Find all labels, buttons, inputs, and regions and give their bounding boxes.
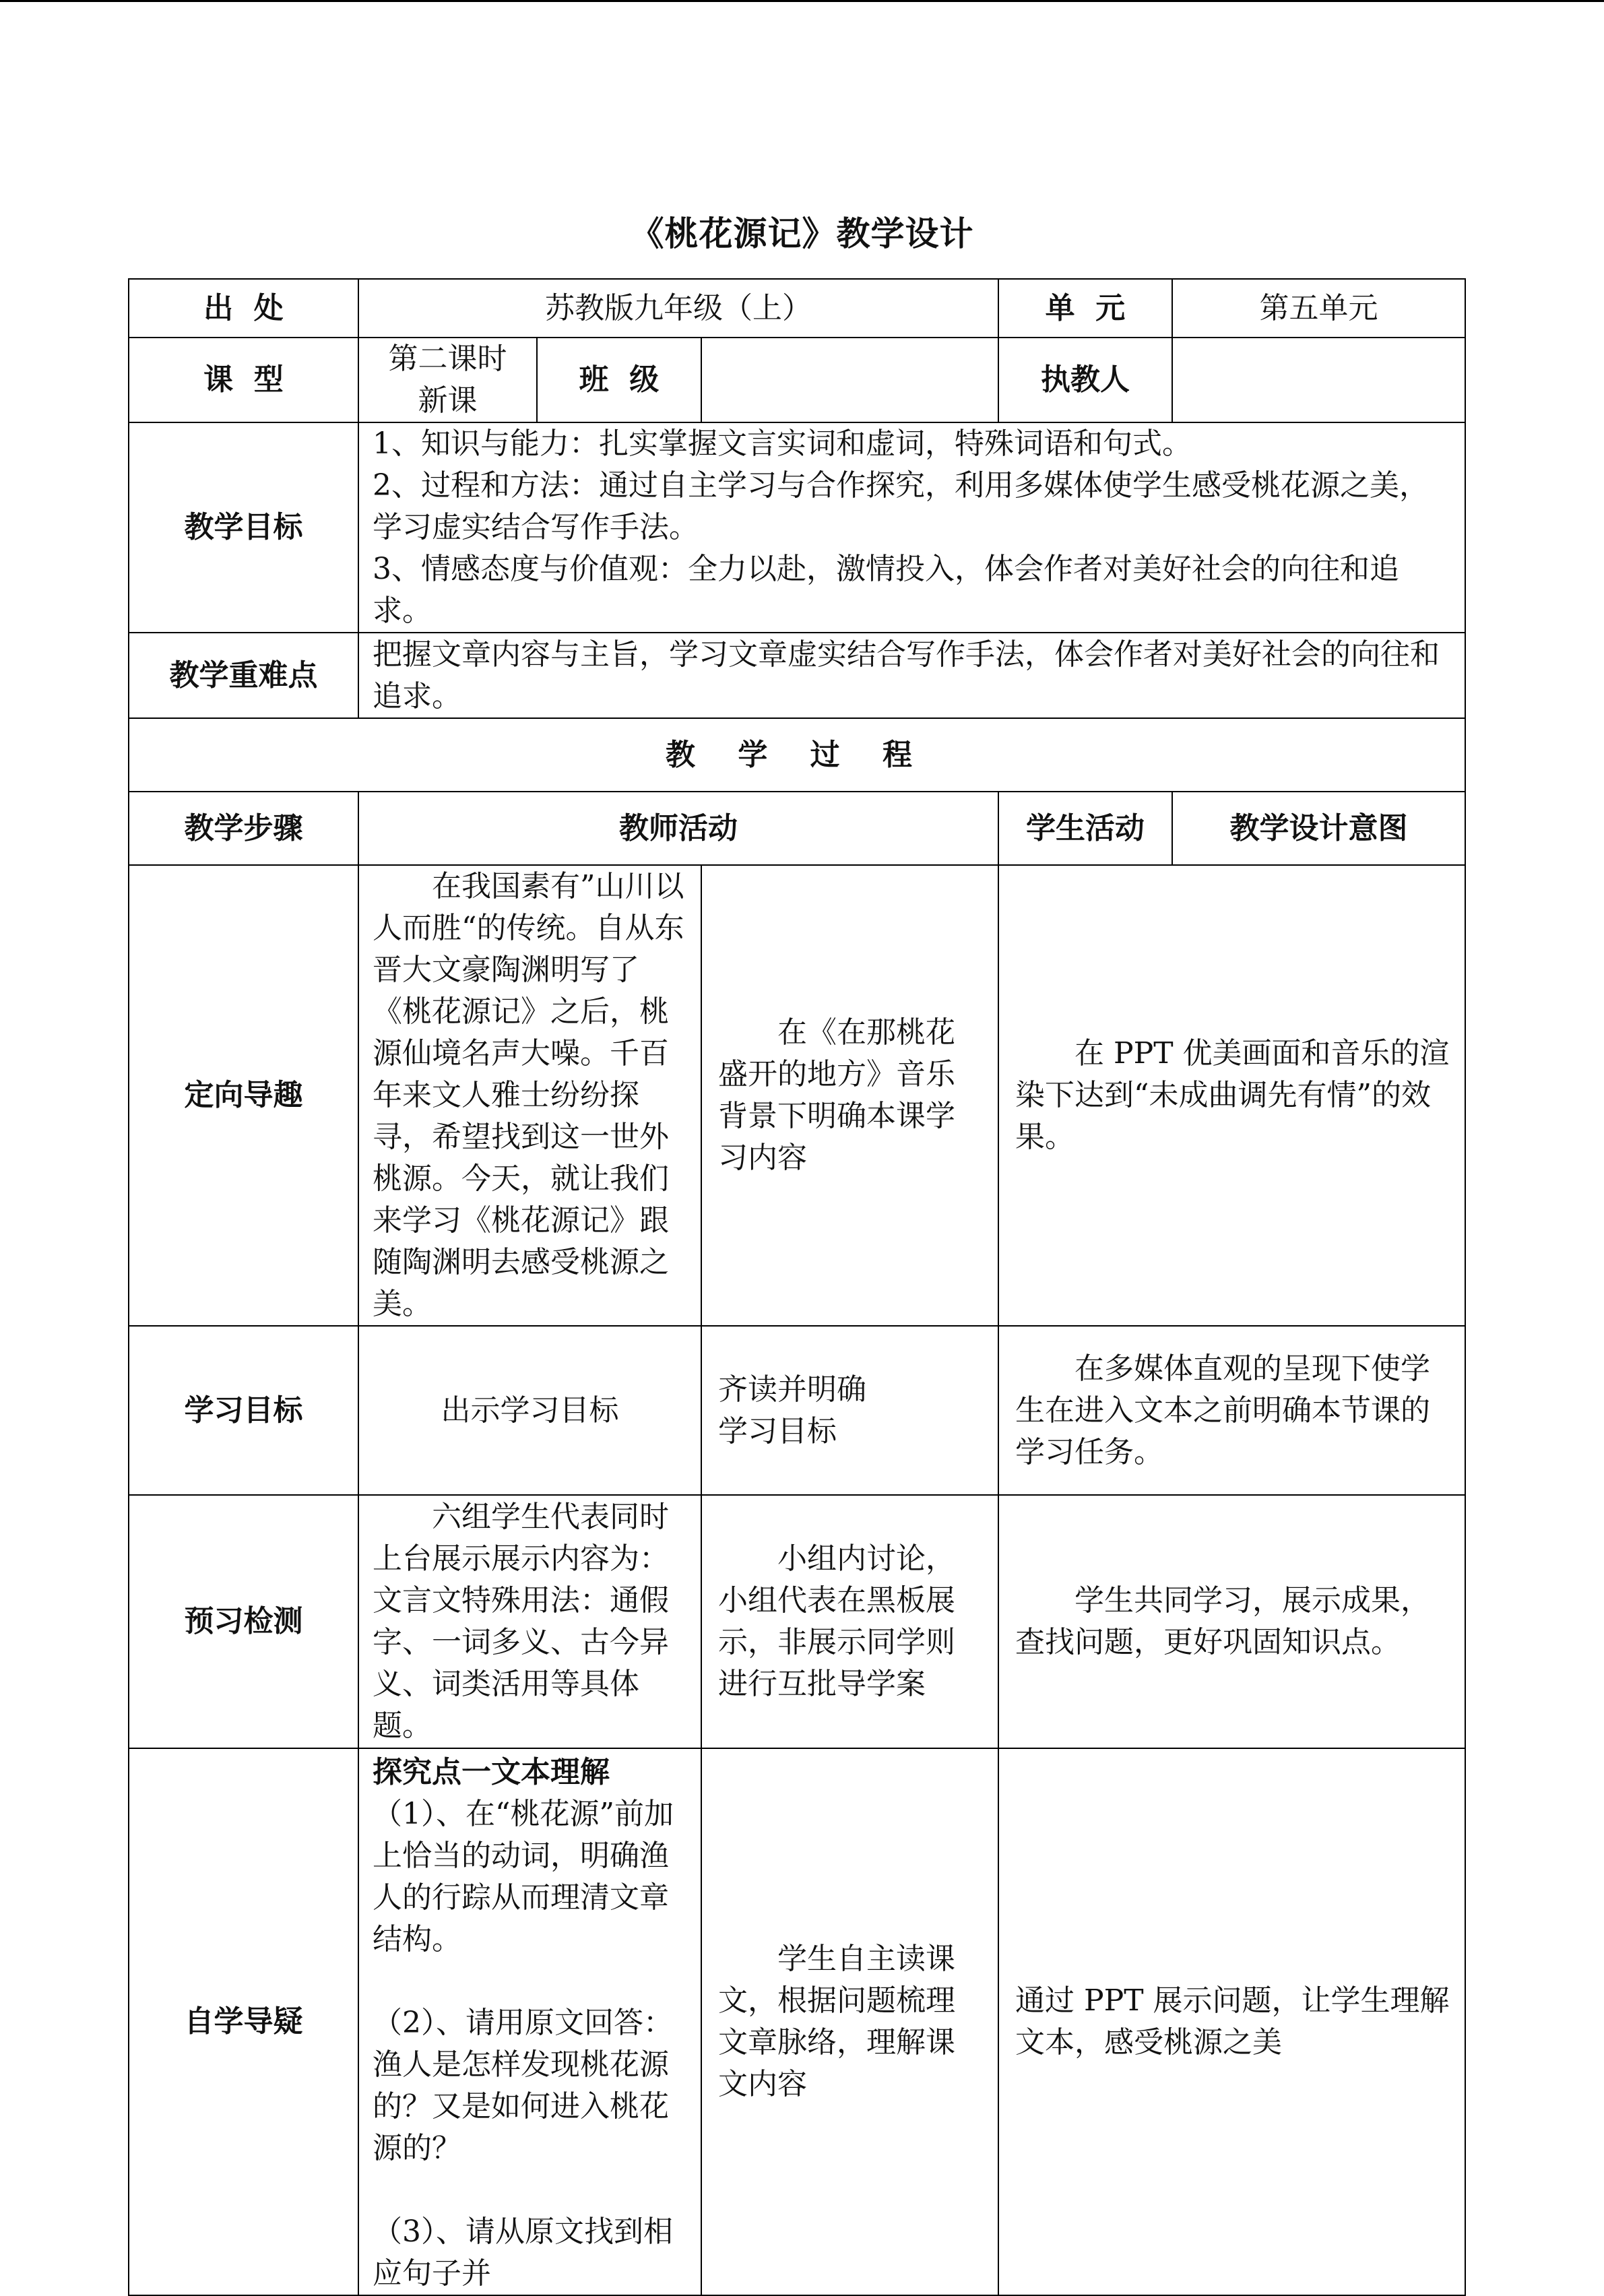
goal-process: 2、过程和方法：通过自主学习与合作探究，利用多媒体使学生感受桃花源之美，学习虚实结合写作手法。 — [373, 468, 1429, 544]
lesson-plan-table — [128, 278, 1466, 2296]
teacher-question-2: （2）、请用原文回答：渔人是怎样发现桃花源的？又是如何进入桃花源的？ — [373, 2006, 673, 2165]
design-intent-cell: 通过 PPT 展示问题，让学生理解文本，感受桃源之美 — [998, 1748, 1465, 2295]
goals-row — [129, 422, 1465, 633]
process-title: 教 学 过 程 — [129, 718, 1465, 792]
process-title-row — [129, 718, 1465, 792]
document-title: 《桃花源记》教学设计 — [630, 214, 974, 253]
teacher-question-1: （1）、在“桃花源”前加上恰当的动词，明确渔人的行踪从而理清文章结构。 — [373, 1797, 674, 1956]
teacher-value — [1172, 338, 1465, 422]
key-points-text: 把握文章内容与主旨，学习文章虚实结合写作手法，体会作者对美好社会的向往和追求。 — [358, 633, 1465, 718]
student-activity-cell: 在《在那桃花盛开的地方》音乐背景下明确本课学习内容 — [701, 865, 998, 1326]
table-row — [129, 1748, 1465, 2295]
teacher-activity-cell — [358, 1748, 701, 2295]
step-cell: 预习检测 — [129, 1495, 358, 1748]
col-header-intent: 教学设计意图 — [1172, 792, 1465, 865]
unit-label: 单 元 — [998, 279, 1172, 338]
goal-emotion: 3、情感态度与价值观：全力以赴，激情投入，体会作者对美好社会的向往和追求。 — [373, 552, 1399, 628]
design-intent-cell: 在多媒体直观的呈现下使学生在进入文本之前明确本节课的学习任务。 — [998, 1326, 1465, 1495]
goals-label: 教学目标 — [129, 422, 358, 633]
step-cell: 自学导疑 — [129, 1748, 358, 2295]
step-cell: 学习目标 — [129, 1326, 358, 1495]
header-row-type — [129, 338, 1465, 422]
table-row — [129, 1495, 1465, 1748]
student-activity-cell: 齐读并明确 学习目标 — [701, 1326, 998, 1495]
column-header-row — [129, 792, 1465, 865]
source-value: 苏教版九年级（上） — [358, 279, 998, 338]
type-value-line1: 第二课时 — [388, 342, 507, 376]
table-row — [129, 1326, 1465, 1495]
teacher-question-3: （3）、请从原文找到相应句子并 — [373, 2214, 673, 2291]
type-label: 课 型 — [129, 338, 358, 422]
teacher-activity-cell: 六组学生代表同时上台展示展示内容为：文言文特殊用法：通假字、一词多义、古今异义、词类活用等具体题。 — [358, 1495, 701, 1748]
page-top-border — [0, 0, 1604, 2]
key-points-label: 教学重难点 — [129, 633, 358, 718]
teacher-activity-cell: 在我国素有”山川以人而胜“的传统。自从东晋大文豪陶渊明写了《桃花源记》之后，桃源仙境名声大噪。千百年来文人雅士纷纷探寻，希望找到这一世外桃源。今天，就让我们来学习《桃花源记》跟随陶渊明去感受桃源之美。 — [358, 865, 701, 1326]
col-header-step: 教学步骤 — [129, 792, 358, 865]
student-activity-cell: 小组内讨论，小组代表在黑板展示，非展示同学则进行互批导学案 — [701, 1495, 998, 1748]
teacher-activity-cell: 出示学习目标 — [358, 1326, 701, 1495]
type-value — [358, 338, 537, 422]
table-row — [129, 865, 1465, 1326]
col-header-teacher: 教师活动 — [358, 792, 998, 865]
goal-knowledge: 1、知识与能力：扎实掌握文言实词和虚词，特殊词语和句式。 — [373, 426, 1192, 461]
teacher-label: 执教人 — [998, 338, 1172, 422]
design-intent-cell: 在 PPT 优美画面和音乐的渲染下达到“未成曲调先有情”的效果。 — [998, 865, 1465, 1326]
step-cell: 定向导趣 — [129, 865, 358, 1326]
col-header-student: 学生活动 — [998, 792, 1172, 865]
class-label: 班 级 — [537, 338, 701, 422]
source-label: 出 处 — [129, 279, 358, 338]
goals-content — [358, 422, 1465, 633]
teacher-heading: 探究点一文本理解 — [373, 1755, 610, 1789]
class-value — [701, 338, 998, 422]
key-points-row — [129, 633, 1465, 718]
unit-value: 第五单元 — [1172, 279, 1465, 338]
student-activity-cell: 学生自主读课文，根据问题梳理文章脉络，理解课文内容 — [701, 1748, 998, 2295]
design-intent-cell: 学生共同学习，展示成果，查找问题，更好巩固知识点。 — [998, 1495, 1465, 1748]
header-row-source — [129, 279, 1465, 338]
type-value-line2: 新课 — [418, 383, 478, 418]
